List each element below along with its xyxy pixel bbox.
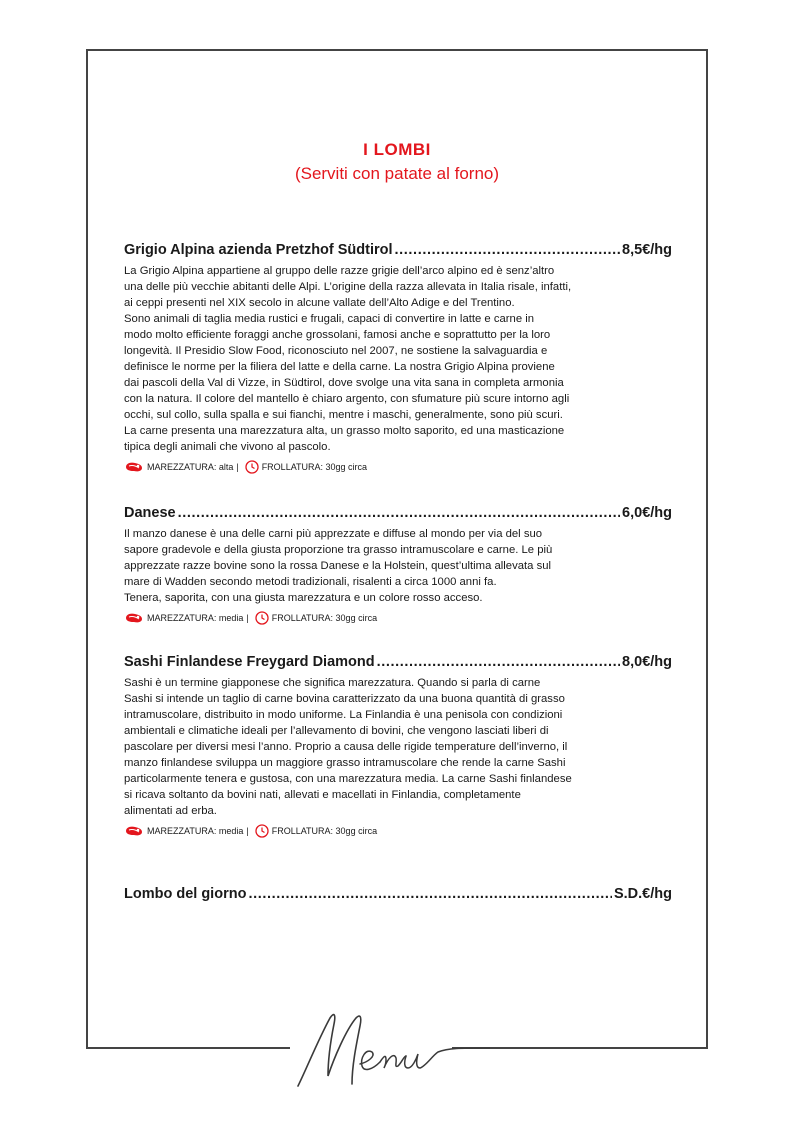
description-line: con la natura. Il colore del mantello è chiaro argento, con sfumature più scure intorno agli [124, 393, 570, 405]
item-price: S.D.€/hg [613, 886, 672, 902]
item-name: Sashi Finlandese Freygard Diamond [124, 654, 375, 670]
description-line: Sashi è un termine giapponese che significa marezzatura. Quando si parla di carne [124, 677, 541, 689]
description-line: occhi, sul collo, sulla spalla e sui fianchi, mentre i maschi, generalmente, sono più scuri. [124, 409, 563, 421]
meat-icon [124, 825, 144, 837]
frame-bottom-border-left [86, 1047, 290, 1049]
description-line: La Grigio Alpina appartiene al gruppo delle razze grigie dell’arco alpino ed è senz’altro [124, 265, 555, 277]
item-description [124, 675, 629, 819]
description-line: mare di Wadden secondo metodi tradizionali, risalenti a circa 1000 anni fa. [124, 576, 497, 588]
meta-separator: | [236, 462, 239, 472]
frame-right-border [706, 49, 708, 1049]
menu-signature-logo [290, 1000, 490, 1100]
description-line: pascolare per diversi mesi l’anno. Proprio a causa delle rigide temperature dell’inverno, il [124, 741, 568, 753]
item-meta [124, 824, 672, 838]
description-line: Il manzo danese è una delle carni più apprezzate e diffuse al mondo per via del suo [124, 528, 543, 540]
item-name: Lombo del giorno [124, 886, 247, 902]
dot-leader [395, 241, 620, 259]
item-header [124, 653, 672, 671]
item-name: Danese [124, 505, 176, 521]
marezzatura-label: MAREZZATURA: media [147, 613, 244, 623]
description-line: Tenera, saporita, con una giusta marezzatura e un colore rosso acceso. [124, 592, 483, 604]
item-header [124, 504, 672, 522]
description-line: si ricava soltanto da bovini nati, allevati e macellati in Finlandia, completamente [124, 789, 521, 801]
frollatura-label: FROLLATURA: 30gg circa [271, 613, 378, 623]
item-header [124, 885, 672, 903]
menu-item-grigio-alpina [124, 241, 672, 474]
description-line: modo molto efficiente foraggi anche grossolani, famosi anche e soprattutto per la loro [124, 329, 551, 341]
item-description [124, 263, 629, 455]
description-line: apprezzate razze bovine sono la rossa Danese e la Holstein, quest’ultima allevata sul [124, 560, 552, 572]
dot-leader [178, 504, 620, 522]
menu-item-danese [124, 504, 672, 625]
description-line: La carne presenta una marezzatura alta, un grasso molto saporito, ed una masticazione [124, 425, 565, 437]
section-title: I LOMBI [363, 140, 431, 159]
description-line: definisce le norme per la filiera del latte e della carne. La nostra Grigio Alpina proviene [124, 361, 555, 373]
item-meta [124, 460, 672, 474]
meta-separator: | [246, 826, 249, 836]
item-price: 8,5€/hg [622, 242, 672, 258]
clock-icon [255, 824, 269, 838]
item-description [124, 526, 629, 606]
frollatura-label: FROLLATURA: 30gg circa [261, 462, 368, 472]
description-line: ambientali e climatiche ideali per l’allevamento di bovini, che vengono lasciati liberi di [124, 725, 549, 737]
item-meta [124, 611, 672, 625]
item-price: 8,0€/hg [622, 654, 672, 670]
description-line: dai pascoli della Val di Vizze, in Südtirol, dove svolge una vita sana in completa armonia [124, 377, 564, 389]
meta-separator: | [246, 613, 249, 623]
frame-top-border [86, 49, 708, 51]
description-line: longevità. Il Presidio Slow Food, riconosciuto nel 2007, ne sostiene la salvaguardia e [124, 345, 548, 357]
description-line: particolarmente tenera e gustosa, con una marezzatura media. La carne Sashi finlandese [124, 773, 572, 785]
description-line: una delle più vecchie abitanti delle Alpi. L’origine della razza allevata in Italia risale, infatti, [124, 281, 572, 293]
dot-leader [377, 653, 620, 671]
description-line: manzo finlandese sviluppa un maggiore grasso intramuscolare che rende la carne Sashi [124, 757, 566, 769]
frame-left-border [86, 49, 88, 1049]
item-price: 6,0€/hg [622, 505, 672, 521]
description-line: intramuscolare, distribuito in modo uniforme. La Finlandia è una penisola con condizioni [124, 709, 563, 721]
description-line: Sashi si intende un taglio di carne bovina caratterizzato da una buona quantità di grasso [124, 693, 565, 705]
item-header [124, 241, 672, 259]
clock-icon [245, 460, 259, 474]
marezzatura-label: MAREZZATURA: alta [147, 462, 234, 472]
dot-leader [248, 885, 612, 903]
meat-icon [124, 461, 144, 473]
frollatura-label: FROLLATURA: 30gg circa [271, 826, 378, 836]
description-line: ai ceppi presenti nel XIX secolo in alcune vallate dell’Alto Adige e del Trentino. [124, 297, 515, 309]
frame-bottom-border-right [452, 1047, 708, 1049]
menu-item-lombo-del-giorno [124, 885, 672, 903]
description-line: tipica degli animali che vivono al pascolo. [124, 441, 331, 453]
description-line: sapore gradevole e della giusta proporzione tra grasso intramuscolare e carne. Le più [124, 544, 553, 556]
description-line: Sono animali di taglia media rustici e frugali, capaci di convertire in latte e carne in [124, 313, 535, 325]
section-subtitle: (Serviti con patate al forno) [294, 164, 500, 183]
menu-item-sashi-finlandese [124, 653, 672, 838]
item-name: Grigio Alpina azienda Pretzhof Südtirol [124, 242, 393, 258]
description-line: alimentati ad erba. [124, 805, 217, 817]
marezzatura-label: MAREZZATURA: media [147, 826, 244, 836]
clock-icon [255, 611, 269, 625]
meat-icon [124, 612, 144, 624]
